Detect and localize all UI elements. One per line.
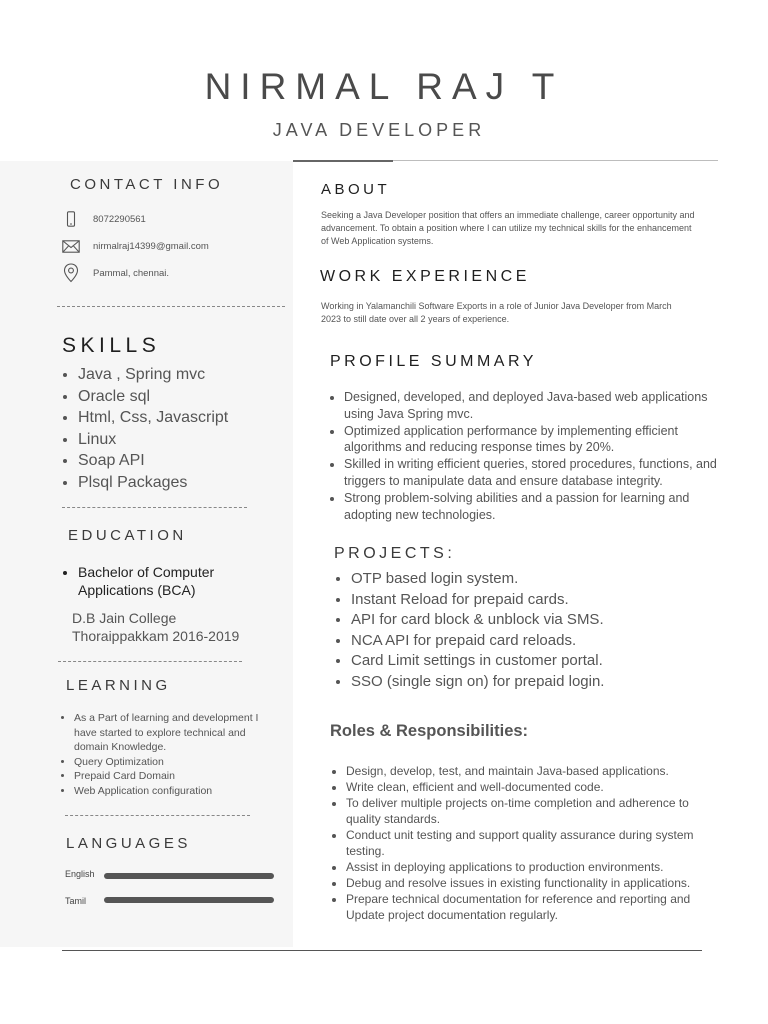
skill-item: • Oracle sql <box>78 386 285 408</box>
work-experience-heading: WORK EXPERIENCE <box>320 268 530 285</box>
section-divider <box>62 507 247 508</box>
phone-number: 8072290561 <box>93 213 146 225</box>
section-divider <box>57 306 285 307</box>
language-level-bar <box>104 897 274 903</box>
skill-item: • Plsql Packages <box>78 472 285 494</box>
skills-heading: SKILLS <box>62 334 161 357</box>
about-heading: ABOUT <box>321 181 391 198</box>
learning-heading: LEARNING <box>66 677 171 694</box>
summary-item: • Optimized application performance by implementing efficient algorithms and reducing response times by 20%. <box>344 423 719 457</box>
project-item: • Card Limit settings in customer portal. <box>351 651 714 672</box>
degree-line-1: Bachelor of Computer <box>78 564 215 580</box>
projects-heading: PROJECTS: <box>334 545 456 562</box>
degree <box>78 563 282 599</box>
location-pin-icon <box>62 264 80 282</box>
role-item: • Prepare technical documentation for reference and reporting and Update project documentation regularly. <box>346 891 720 923</box>
mail-icon <box>62 237 80 255</box>
education-heading: EDUCATION <box>68 527 187 544</box>
degree-line-2: Applications (BCA) <box>78 582 196 598</box>
project-item: • API for card block & unblock via SMS. <box>351 610 714 631</box>
project-item: • NCA API for prepaid card reloads. <box>351 631 714 652</box>
learning-item: • Query Optimization <box>74 755 274 770</box>
summary-item: • Strong problem-solving abilities and a passion for learning and adopting new technologies. <box>344 490 719 524</box>
profile-summary-list <box>329 389 719 523</box>
skill-item: • Java , Spring mvc <box>78 364 285 386</box>
project-item: • SSO (single sign on) for prepaid login. <box>351 672 714 693</box>
learning-list <box>58 711 274 798</box>
email-address: nirmalraj14399@gmail.com <box>93 240 209 252</box>
summary-item: • Skilled in writing efficient queries, stored procedures, functions, and triggers to manipulate data and ensure database integrity. <box>344 456 719 490</box>
project-item: • OTP based login system. <box>351 569 714 590</box>
section-divider <box>65 815 250 816</box>
role-item: • Debug and resolve issues in existing functionality in applications. <box>346 875 720 891</box>
learning-item: • Web Application configuration <box>74 784 274 799</box>
college-place-years: Thoraippakkam 2016-2019 <box>72 628 240 644</box>
learning-item: • As a Part of learning and development I have started to explore technical and domain Knowledge. <box>74 711 274 755</box>
role-item: • Design, develop, test, and maintain Java-based applications. <box>346 763 720 779</box>
roles-list <box>330 763 720 923</box>
education-list <box>62 563 282 599</box>
contact-email <box>62 236 209 256</box>
contact-info-heading: CONTACT INFO <box>70 176 224 193</box>
skill-item: • Linux <box>78 429 285 451</box>
summary-item: • Designed, developed, and deployed Java-based web applications using Java Spring mvc. <box>344 389 719 423</box>
candidate-name: NIRMAL RAJ T <box>204 66 564 107</box>
role-item: • Write clean, efficient and well-documented code. <box>346 779 720 795</box>
job-title: JAVA DEVELOPER <box>272 120 486 140</box>
phone-icon <box>62 210 80 228</box>
role-item: • Conduct unit testing and support quality assurance during system testing. <box>346 827 720 859</box>
role-item: • To deliver multiple projects on-time completion and adherence to quality standards. <box>346 795 720 827</box>
location-text: Pammal, chennai. <box>93 267 170 279</box>
about-text: Seeking a Java Developer position that offers an immediate challenge, career opportunity and advancement. To obtain a position where I can utilize my technical skills for the enhancement of Web Application systems. <box>321 210 695 246</box>
header-divider-accent <box>293 160 393 162</box>
contact-location <box>62 263 169 283</box>
footer-divider <box>62 950 702 951</box>
skills-list <box>60 364 285 494</box>
roles-heading: Roles & Responsibilities: <box>330 722 529 740</box>
learning-item: • Prepaid Card Domain <box>74 769 274 784</box>
language-label: English <box>65 869 95 879</box>
languages-heading: LANGUAGES <box>66 835 191 852</box>
skill-item: • Soap API <box>78 450 285 472</box>
language-level-bar <box>104 873 274 879</box>
section-divider <box>58 661 242 662</box>
profile-summary-heading: PROFILE SUMMARY <box>330 353 537 370</box>
project-item: • Instant Reload for prepaid cards. <box>351 590 714 611</box>
skill-item: • Html, Css, Javascript <box>78 407 285 429</box>
work-experience-text: Working in Yalamanchili Software Exports in a role of Junior Java Developer from March 2023 to still date over all 2 years of experience. <box>321 301 672 324</box>
college-name: D.B Jain College <box>72 610 177 626</box>
role-item: • Assist in deploying applications to production environments. <box>346 859 720 875</box>
projects-list <box>334 569 714 692</box>
language-label: Tamil <box>65 896 87 906</box>
contact-phone <box>62 209 146 229</box>
